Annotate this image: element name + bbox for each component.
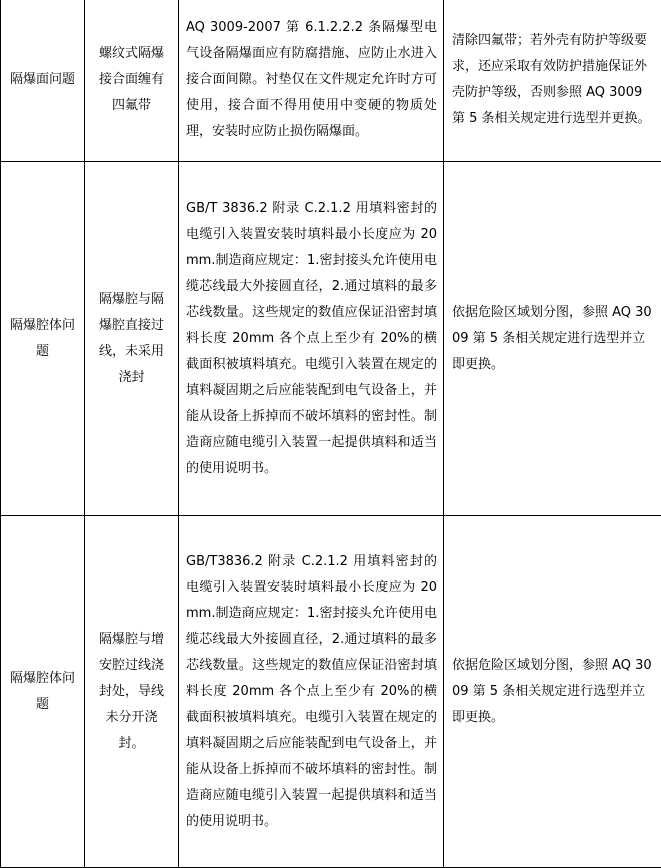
- problem-description-cell: [85, 0, 179, 162]
- standard-basis: GB/T 3836.2 附录 C.2.1.2 用填料密封的电缆引入装置安装时填料最小长度应为 20mm.制造商应规定：1.密封接头允许使用电缆芯线最大外接圆直径，2.通过填料的最多芯线数量。这些规定的数值应保证沿密封填料长度 20mm 各个点上至少有 20%的横截面积被填料填充。电缆引入装置在规定的填料凝固期之后应能装配到电气设备上，并能从设备上拆掉而不破坏填料的密封性。制造商应随电缆引入装置一起提供填料和适当的使用说明书。: [186, 196, 437, 482]
- problem-description: 螺纹式隔爆接合面缠有四氟带: [99, 46, 164, 113]
- remedy-cell: [444, 516, 661, 868]
- standard-basis: AQ 3009-2007 第 6.1.2.2.2 条隔爆型电气设备隔爆面应有防腐措施、应防止水进入接合面间隙。衬垫仅在文件规定允许时方可使用，接合面不得用使用中变硬的物质处理，安装时应防止损伤隔爆面。: [186, 15, 437, 145]
- remedy-cell: [444, 162, 661, 516]
- problem-category: 隔爆腔体问题: [10, 318, 75, 359]
- problem-description: 隔爆腔与增安腔过线浇封处，导线未分开浇封。: [99, 632, 164, 751]
- standard-basis-cell: [179, 516, 444, 868]
- problem-category: 隔爆腔体问题: [10, 671, 75, 712]
- remedy: 依据危险区域划分图，参照 AQ 3009 第 5 条相关规定进行选型并立即更换。: [452, 653, 653, 731]
- standard-basis-cell: [179, 0, 444, 162]
- problem-category-cell: [1, 162, 85, 516]
- remedy: 依据危险区域划分图，参照 AQ 3009 第 5 条相关规定进行选型并立即更换。: [452, 300, 653, 378]
- problem-description-cell: [85, 516, 179, 868]
- remedy: 清除四氟带；若外壳有防护等级要求，还应采取有效防护措施保证外壳防护等级，否则参照 AQ 3009 第 5 条相关规定进行选型并更换。: [452, 28, 653, 132]
- remedy-cell: [444, 0, 661, 162]
- standard-basis: GB/T3836.2 附录 C.2.1.2 用填料密封的电缆引入装置安装时填料最小长度应为 20mm.制造商应规定：1.密封接头允许使用电缆芯线最大外接圆直径，2.通过填料的最多芯线数量。这些规定的数值应保证沿密封填料长度 20mm 各个点上至少有 20%的横截面积被填料填充。电缆引入装置在规定的填料凝固期之后应能装配到电气设备上，并能从设备上拆掉而不破坏填料的密封性。制造商应随电缆引入装置一起提供填料和适当的使用说明书。: [186, 549, 437, 835]
- problem-category-cell: [1, 0, 85, 162]
- problem-description: 隔爆腔与隔爆腔直接过线，未采用浇封: [99, 292, 164, 385]
- problem-description-cell: [85, 162, 179, 516]
- problem-category-cell: [1, 516, 85, 868]
- table-row: [1, 0, 661, 162]
- standard-basis-cell: [179, 162, 444, 516]
- table-row: [1, 162, 661, 516]
- table-row: [1, 516, 661, 868]
- problem-category: 隔爆面问题: [10, 72, 75, 87]
